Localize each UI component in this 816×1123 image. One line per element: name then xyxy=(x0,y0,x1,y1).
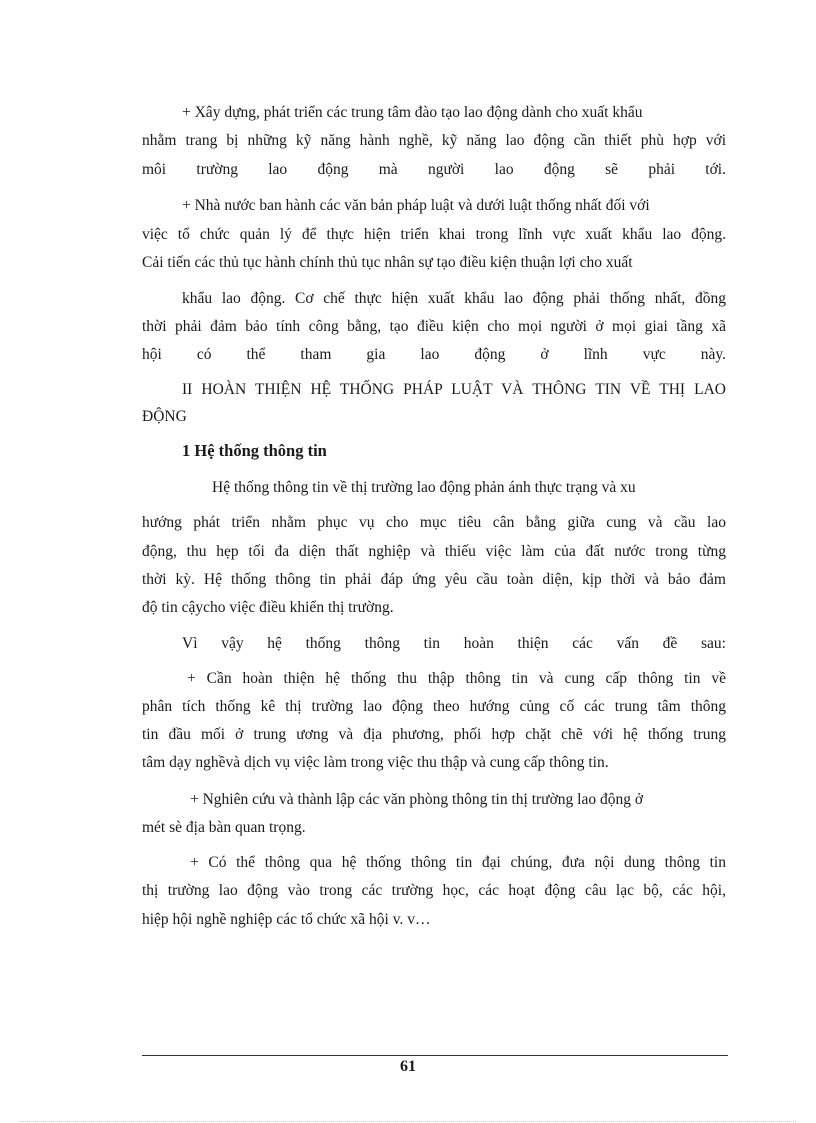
paragraph-line: + Có thể thông qua hệ thống thông tin đại chúng, đưa nội dung thông tin xyxy=(190,854,726,871)
paragraph-line: môi trường lao động mà người lao động sẽ phải tới. xyxy=(142,161,726,178)
paragraph-line: động, thu hẹp tối đa diện thất nghiệp và thiếu việc làm của đất nước trong từng xyxy=(142,543,726,560)
page-number: 61 xyxy=(400,1058,416,1075)
paragraph-line: + Xây dựng, phát triển các trung tâm đào tạo lao động dành cho xuất khẩu xyxy=(182,104,643,121)
paragraph-line: thời kỳ. Hệ thống thông tin phải đáp ứng yêu cầu toàn diện, kịp thời và bảo đảm xyxy=(142,571,726,588)
paragraph-line: thời phải đảm bảo tính công bằng, tạo điều kiện cho mọi người ở mọi giai tầng xã xyxy=(142,318,726,335)
paragraph-line: + Cần hoàn thiện hệ thống thu thập thông tin và cung cấp thông tin về xyxy=(187,670,726,687)
paragraph-line: Vì vậy hệ thống thông tin hoàn thiện các vấn đề sau: xyxy=(182,635,726,652)
paragraph-line: nhằm trang bị những kỹ năng hành nghề, kỹ năng lao động cần thiết phù hợp với xyxy=(142,132,726,149)
section-heading-continued: ĐỘNG xyxy=(142,408,187,425)
paragraph-line: Hệ thống thông tin về thị trường lao động phản ánh thực trạng và xu xyxy=(212,479,636,496)
section-heading: II HOÀN THIỆN HỆ THỐNG PHÁP LUẬT VÀ THÔNG TIN VỀ THỊ LAO xyxy=(182,381,726,398)
paragraph-line: hội có thể tham gia lao động ở lĩnh vực này. xyxy=(142,346,726,363)
paragraph-line: khẩu lao động. Cơ chế thực hiện xuất khẩu lao động phải thống nhất, đồng xyxy=(182,290,726,307)
paragraph-line: + Nhà nước ban hành các văn bản pháp luật và dưới luật thống nhất đối với xyxy=(182,197,650,214)
paragraph-line: mét sè địa bàn quan trọng. xyxy=(142,819,306,836)
paragraph-line: hiệp hội nghề nghiệp các tổ chức xã hội v. v… xyxy=(142,911,431,928)
paragraph-line: phân tích thống kê thị trường lao động theo hướng củng cố các trung tâm thông xyxy=(142,698,726,715)
subsection-heading: 1 Hệ thống thông tin xyxy=(182,441,327,460)
footer-rule xyxy=(142,1055,728,1056)
paragraph-line: hướng phát triển nhằm phục vụ cho mục tiêu cân bằng giữa cung và cầu lao xyxy=(142,514,726,531)
paragraph-line: tâm dạy nghềvà dịch vụ việc làm trong việc thu thập và cung cấp thông tin. xyxy=(142,754,609,771)
paragraph-line: tin đầu mối ở trung ương và địa phương, phối hợp chặt chẽ với hệ thống trung xyxy=(142,726,726,743)
paragraph-line: độ tin cậycho việc điều khiển thị trường. xyxy=(142,599,394,616)
paragraph-line: + Nghiên cứu và thành lập các văn phòng thông tin thị trường lao động ở xyxy=(190,791,644,808)
paragraph-line: thị trường lao động vào trong các trường học, các hoạt động câu lạc bộ, các hội, xyxy=(142,882,726,899)
paragraph-line: Cải tiến các thủ tục hành chính thủ tục nhân sự tạo điều kiện thuận lợi cho xuất xyxy=(142,254,633,271)
page-bottom-border xyxy=(20,1121,796,1122)
paragraph-line: việc tổ chức quản lý để thực hiện triển khai trong lĩnh vực xuất khẩu lao động. xyxy=(142,226,726,243)
